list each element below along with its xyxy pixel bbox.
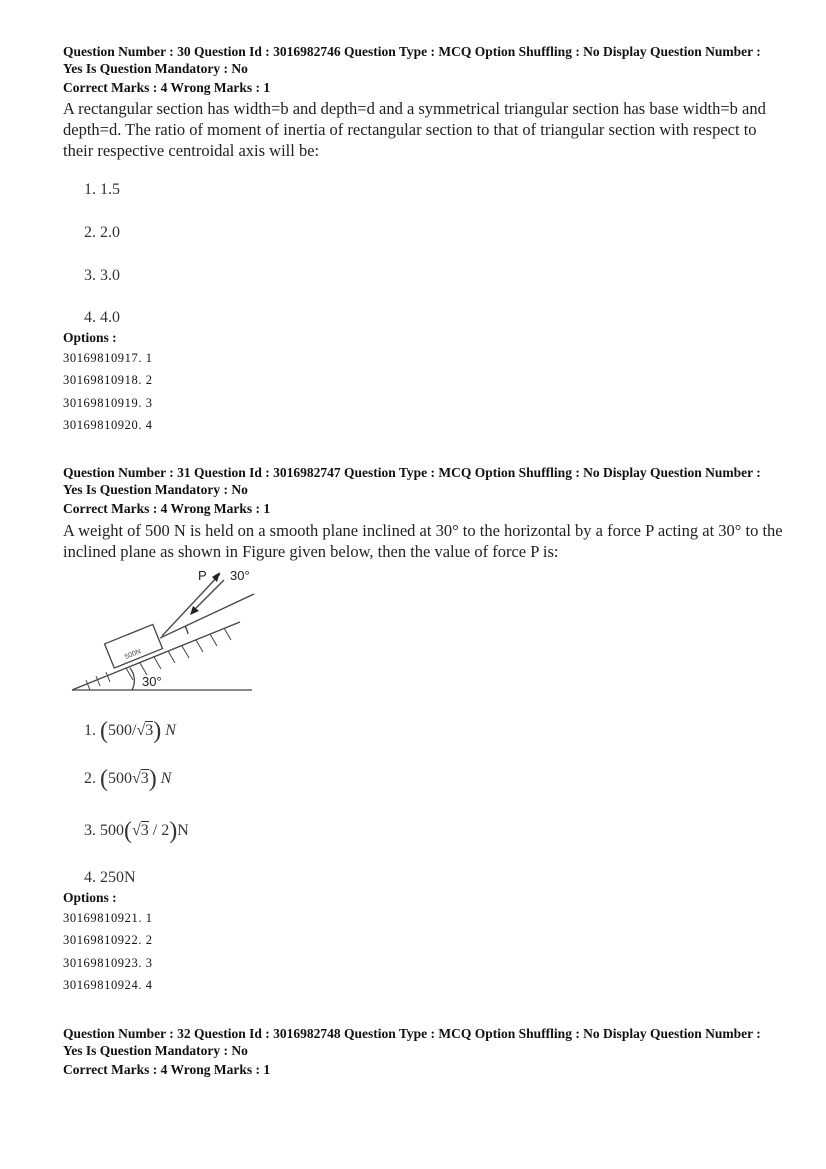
arrowhead (190, 606, 199, 615)
reference-line (160, 594, 254, 638)
q31-option-3: 3. 500(√3 / 2)N (84, 818, 189, 844)
q30-options-label: Options : (63, 330, 117, 345)
angle-bottom-label: 30° (142, 674, 162, 689)
q31-option-1: 1. (500/√3) N (84, 718, 176, 744)
force-label: P (198, 568, 207, 583)
angle-arc-top (185, 626, 188, 634)
q30-header: Question Number : 30 Question Id : 3016982746 Question Type : MCQ Option Shuffling : No Display Question Number : Yes Is Question Mandatory : No (63, 44, 761, 76)
q30-option-1: 1. 1.5 (84, 181, 120, 198)
angle-top-label: 30° (230, 568, 250, 583)
q31-marks: Correct Marks : 4 Wrong Marks : 1 (63, 501, 271, 516)
block-label: 500N (123, 648, 143, 661)
q31-option-4: 4. 250N (84, 869, 136, 886)
q30-option-id: 30169810917. 1 (63, 351, 153, 365)
block-500n (105, 624, 163, 668)
q32-header: Question Number : 32 Question Id : 3016982748 Question Type : MCQ Option Shuffling : No Display Question Number : Yes Is Question Mandatory : No (63, 1026, 761, 1058)
q30-option-3: 3. 3.0 (84, 267, 120, 284)
force-p-line (162, 574, 220, 636)
q30-option-2: 2. 2.0 (84, 224, 120, 241)
q31-option-id: 30169810922. 2 (63, 933, 153, 947)
q31-header: Question Number : 31 Question Id : 3016982747 Question Type : MCQ Option Shuffling : No Display Question Number : Yes Is Question Mandatory : No (63, 465, 761, 497)
q31-option-id: 30169810921. 1 (63, 911, 153, 925)
q30-option-id: 30169810918. 2 (63, 373, 153, 387)
q31-text: A weight of 500 N is held on a smooth plane inclined at 30° to the horizontal by a force P acting at 30° to the inclined plane as shown in Figure given below, then the value of force P is: (63, 521, 783, 561)
q31-option-id: 30169810924. 4 (63, 978, 153, 992)
q30-option-id: 30169810920. 4 (63, 418, 153, 432)
q31-options-label: Options : (63, 890, 117, 905)
q30-marks: Correct Marks : 4 Wrong Marks : 1 (63, 80, 271, 95)
q30-option-id: 30169810919. 3 (63, 396, 153, 410)
inclined-plane-figure (60, 560, 280, 700)
q31-option-2: 2. (500√3) N (84, 766, 172, 792)
q31-option-id: 30169810923. 3 (63, 956, 153, 970)
q32-marks: Correct Marks : 4 Wrong Marks : 1 (63, 1062, 271, 1077)
q30-text: A rectangular section has width=b and depth=d and a symmetrical triangular section has base width=b and depth=d. The ratio of moment of inertia of rectangular section to that of triangular section with respect to their respective centroidal axis will be: (63, 99, 766, 160)
q30-option-4: 4. 4.0 (84, 309, 120, 326)
